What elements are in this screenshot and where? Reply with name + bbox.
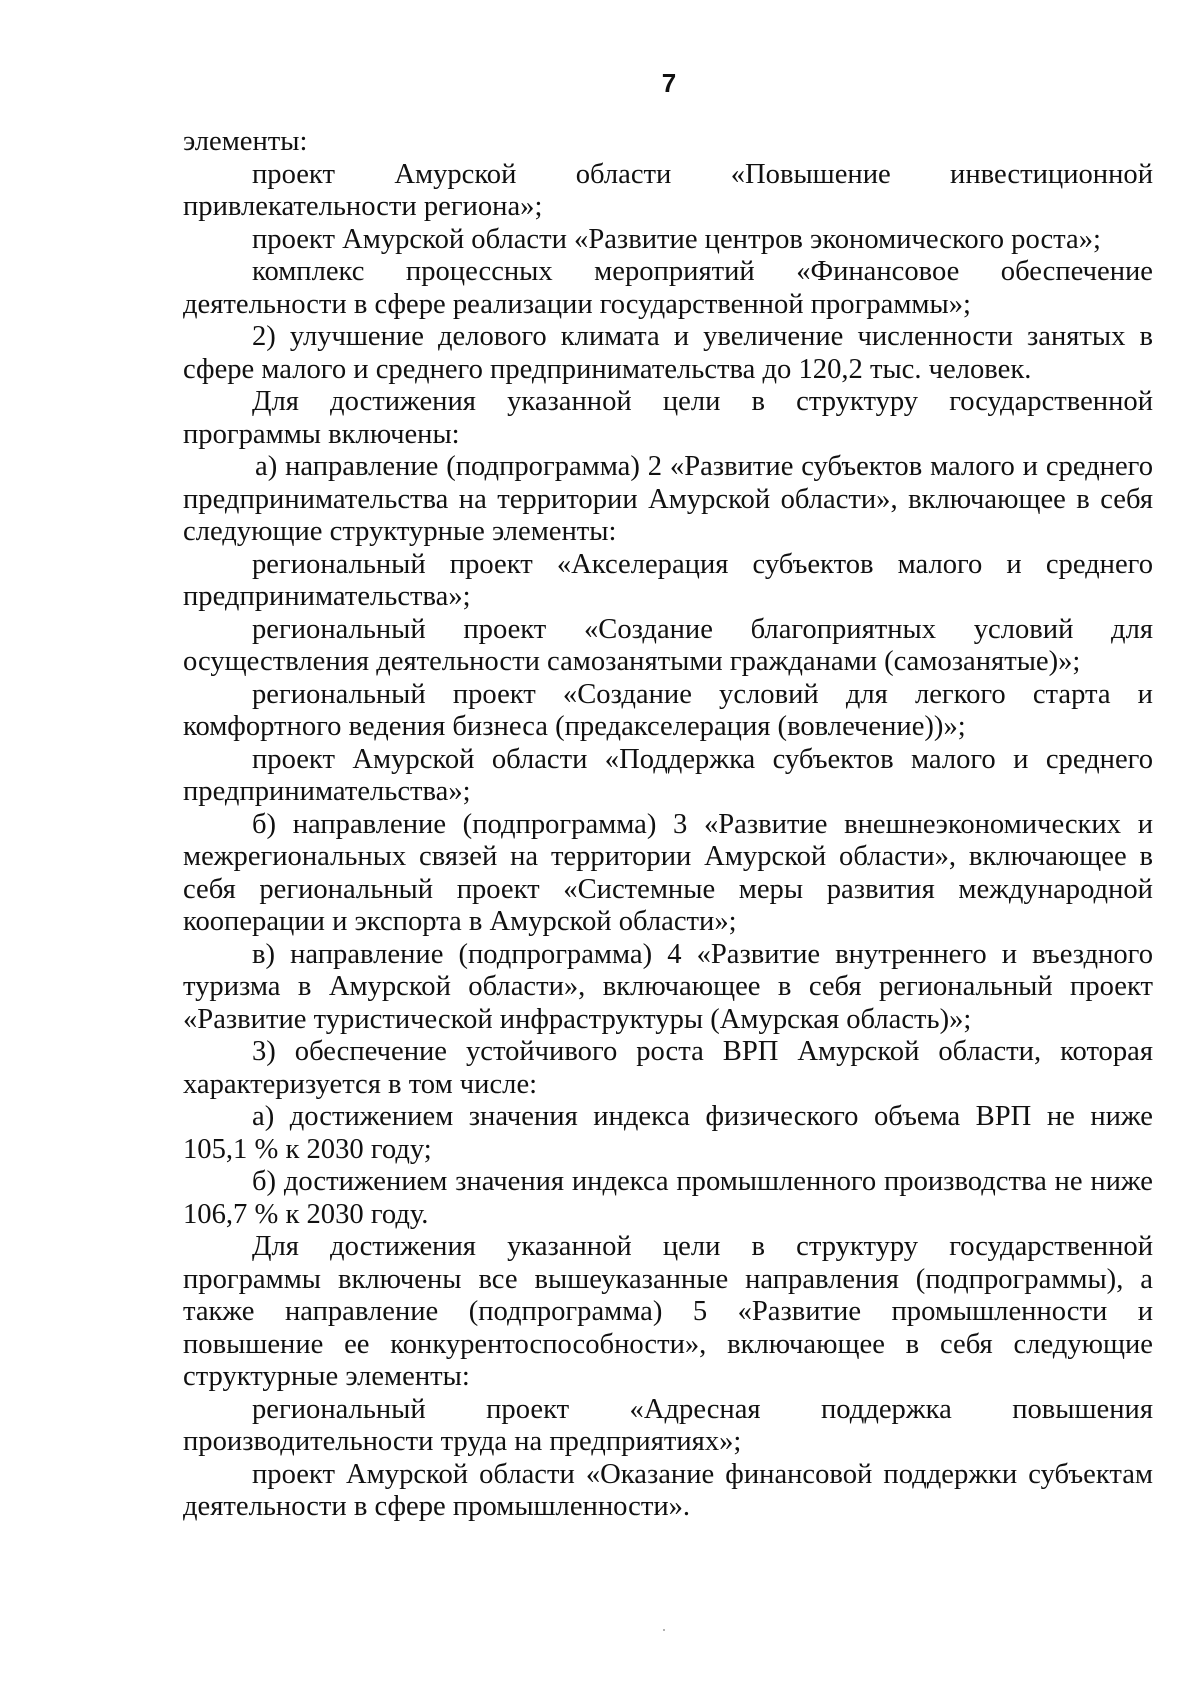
paragraph: в) направление (подпрограмма) 4 «Развитие внутреннего и въездного туризма в Амурской области», включающее в себя региональный проект «Развитие туристической инфраструктуры (Амурская область)»; bbox=[183, 938, 1153, 1035]
paragraph: б) достижением значения индекса промышленного производства не ниже 106,7 % к 2030 году. bbox=[183, 1166, 1153, 1230]
paragraph: комплекс процессных мероприятий «Финансовое обеспечение деятельности в сфере реализации государственной программы»; bbox=[183, 256, 1153, 320]
paragraph: элементы: bbox=[183, 126, 308, 157]
paragraph: а) направление (подпрограмма) 2 «Развитие субъектов малого и среднего предпринимательства на территории Амурской области», включающее в себя следующие структурные элементы: bbox=[183, 451, 1153, 547]
document-body bbox=[183, 126, 1153, 1524]
paragraph: 3) обеспечение устойчивого роста ВРП Амурской области, которая характеризуется в том числе: bbox=[183, 1036, 1153, 1100]
paragraph: региональный проект «Адресная поддержка повышения производительности труда на предприятиях»; bbox=[183, 1393, 1153, 1457]
page-number: 7 bbox=[661, 68, 677, 98]
paragraph: региональный проект «Создание условий для легкого старта и комфортного ведения бизнеса (предакселерация (вовлечение))»; bbox=[183, 678, 1153, 742]
paragraph: проект Амурской области «Развитие центров экономического роста»; bbox=[252, 223, 1101, 255]
paragraph: Для достижения указанной цели в структуру государственной программы включены все вышеуказанные направления (подпрограммы), а также направление (подпрограмма) 5 «Развитие промышленности и повышение ее конкурентоспособности», включающее в себя следующие структурные элементы: bbox=[183, 1231, 1153, 1392]
paragraph: Для достижения указанной цели в структуру государственной программы включены: bbox=[183, 386, 1153, 450]
paragraph: б) направление (подпрограмма) 3 «Развитие внешнеэкономических и межрегиональных связей на территории Амурской области», включающее в себя региональный проект «Системные меры развития международной кооперации и экспорта в Амурской области»; bbox=[183, 808, 1153, 937]
paragraph: а) достижением значения индекса физического объема ВРП не ниже 105,1 % к 2030 году; bbox=[183, 1101, 1153, 1165]
paragraph: проект Амурской области «Оказание финансовой поддержки субъектам деятельности в сфере промышленности». bbox=[183, 1458, 1153, 1522]
paragraph: региональный проект «Создание благоприятных условий для осуществления деятельности самозанятыми гражданами (самозанятые)»; bbox=[183, 613, 1153, 677]
paragraph: проект Амурской области «Поддержка субъектов малого и среднего предпринимательства»; bbox=[183, 743, 1153, 807]
paragraph: региональный проект «Акселерация субъектов малого и среднего предпринимательства»; bbox=[183, 548, 1153, 612]
paragraph: 2) улучшение делового климата и увеличение численности занятых в сфере малого и среднего предпринимательства до 120,2 тыс. человек. bbox=[183, 321, 1153, 385]
scan-speck bbox=[663, 1629, 665, 1631]
paragraph: проект Амурской области «Повышение инвестиционной привлекательности региона»; bbox=[183, 158, 1153, 222]
